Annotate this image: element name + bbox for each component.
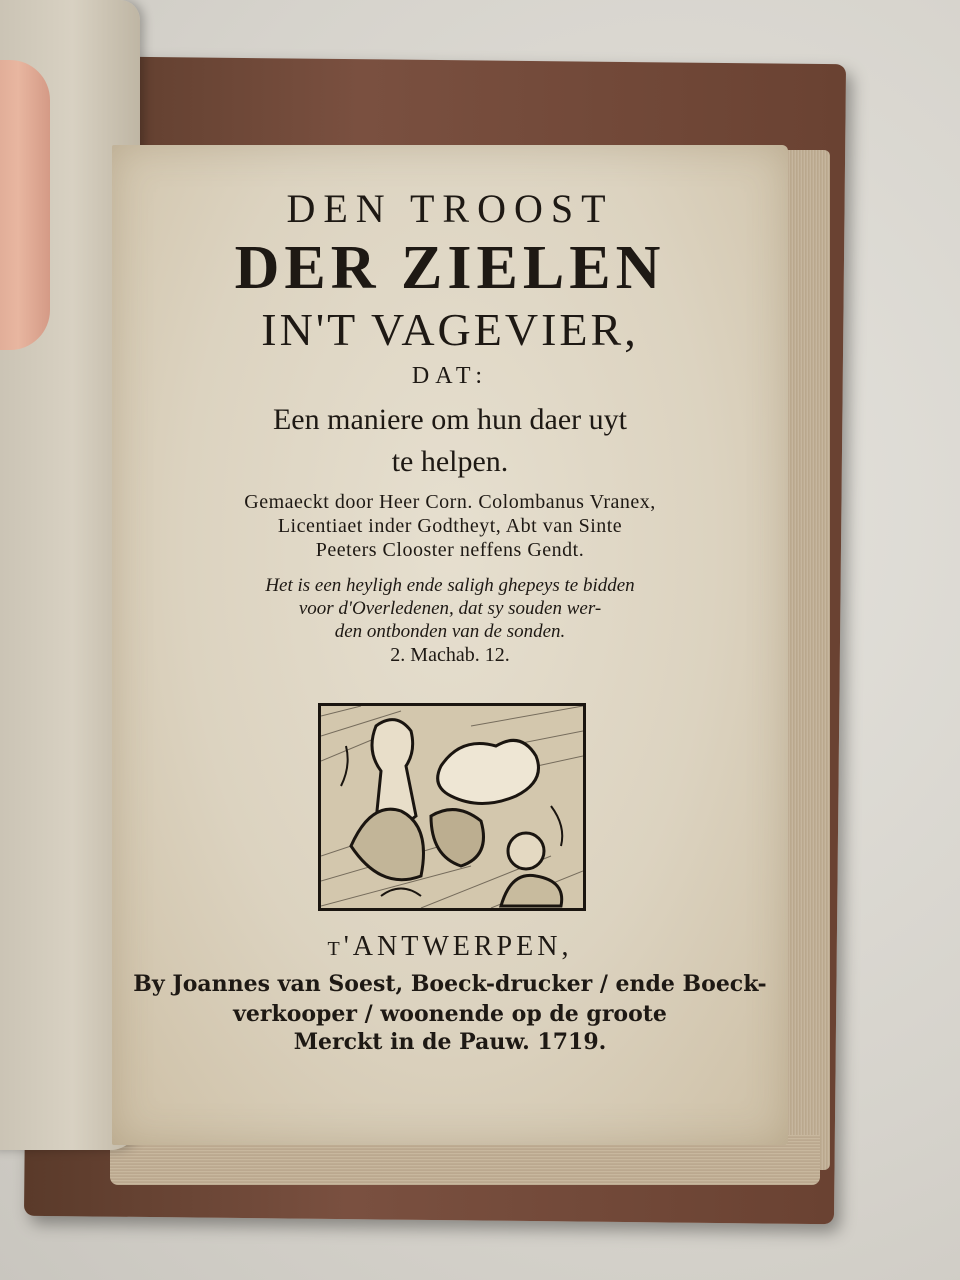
imprint-city: t'ANTWERPEN, [327, 931, 573, 962]
quote-line-3: den ontbonden van de sonden. [334, 621, 566, 642]
thumb [0, 60, 50, 350]
imprint-line-2: verkooper / woonende op de groote [233, 1001, 667, 1027]
imprint-line-1: By Joannes van Soest, Boeck-drucker / ende Boeck- [133, 971, 767, 997]
title-line-1: DEN TROOST [286, 186, 614, 231]
author-line-2: Licentiaet inder Godtheyt, Abt van Sinte [277, 515, 623, 537]
imprint-line-3: Merckt in de Pauw. 1719. [293, 1029, 607, 1055]
woodcut-illustration-icon [318, 703, 586, 911]
subtitle-line-2: te helpen. [391, 445, 509, 478]
quote-line-1: Het is een heyligh ende saligh ghepeys te bidden [265, 575, 635, 596]
author-line-1: Gemaeckt door Heer Corn. Colombanus Vranex, [244, 491, 656, 513]
title-line-4: DAT: [411, 363, 489, 389]
title-page [112, 145, 788, 1145]
title-line-3: IN'T VAGEVIER, [261, 304, 639, 355]
subtitle-line-1: Een maniere om hun daer uyt [272, 403, 628, 436]
title-line-2: DER ZIELEN [234, 234, 666, 302]
quote-line-2: voor d'Overledenen, dat sy souden wer- [298, 598, 602, 619]
quote-reference: 2. Machab. 12. [390, 644, 510, 666]
author-line-3: Peeters Clooster neffens Gendt. [315, 539, 585, 561]
